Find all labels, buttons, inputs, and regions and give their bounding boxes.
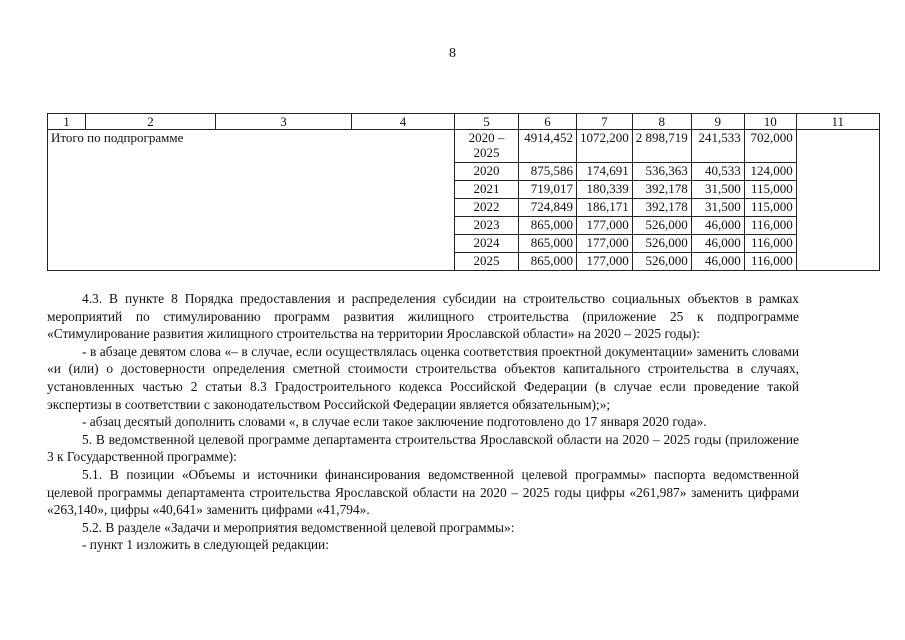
table-row <box>48 130 880 163</box>
table-cell: 177,000 <box>577 235 633 253</box>
empty-cell <box>796 130 879 271</box>
document-body <box>47 290 799 554</box>
year-cell: 2023 <box>455 217 519 235</box>
year-cell: 2021 <box>455 181 519 199</box>
paragraph-amendment-ninth: - в абзаце девятом слова «– в случае, если осуществлялась оценка соответствия проектной документации» заменить словами «и (или) о достоверности определения сметной стоимости строительства объектов капитального строительства в случаях, установленных частью 2 статьи 8.3 Градостроительного кодекса Российской Федерации (в случае если проведение такой экспертизы в соответствии с законодательством Российской Федерации является обязательным);»; <box>47 343 799 412</box>
table-cell: 40,533 <box>691 163 744 181</box>
page-number: 8 <box>449 46 456 61</box>
table-cell: 875,586 <box>519 163 577 181</box>
year-cell: 2025 <box>455 253 519 271</box>
table-cell: 719,017 <box>519 181 577 199</box>
table-cell: 46,000 <box>691 217 744 235</box>
table-cell: 177,000 <box>577 217 633 235</box>
column-header: 5 <box>455 114 519 130</box>
column-header: 2 <box>86 114 216 130</box>
table-cell: 116,000 <box>744 253 796 271</box>
table-cell: 1072,200 <box>577 130 633 163</box>
paragraph-5-1: 5.1. В позиции «Объемы и источники финансирования ведомственной целевой программы» паспорта ведомственной целевой программы департамента строительства Ярославской области на 2020 – 2025 годы цифры «261,987» заменить цифрами «263,140», цифры «40,641» заменить цифрами «41,794». <box>47 466 799 518</box>
column-header: 4 <box>352 114 455 130</box>
table-cell: 124,000 <box>744 163 796 181</box>
paragraph-point-1: - пункт 1 изложить в следующей редакции: <box>82 537 329 553</box>
table-cell: 526,000 <box>632 253 691 271</box>
column-header: 8 <box>632 114 691 130</box>
table-cell: 865,000 <box>519 217 577 235</box>
table-cell: 2 898,719 <box>632 130 691 163</box>
column-header: 7 <box>577 114 633 130</box>
paragraph-amendment-tenth: - абзац десятый дополнить словами «, в случае если такое заключение подготовлено до 17 января 2020 года». <box>82 414 707 430</box>
year-cell: 2020 – 2025 <box>455 130 519 163</box>
table-cell: 241,533 <box>691 130 744 163</box>
table-cell: 865,000 <box>519 253 577 271</box>
column-header: 1 <box>48 114 86 130</box>
table-cell: 116,000 <box>744 235 796 253</box>
table-cell: 536,363 <box>632 163 691 181</box>
table-header-row <box>48 114 880 130</box>
paragraph-5: 5. В ведомственной целевой программе департамента строительства Ярославской области на 2020 – 2025 годы (приложение 3 к Государственной программе): <box>47 431 799 465</box>
table-cell: 46,000 <box>691 235 744 253</box>
table-cell: 115,000 <box>744 199 796 217</box>
subprogram-totals-table <box>47 113 880 271</box>
table-cell: 46,000 <box>691 253 744 271</box>
column-header: 11 <box>796 114 879 130</box>
table-cell: 180,339 <box>577 181 633 199</box>
table-cell: 177,000 <box>577 253 633 271</box>
table-cell: 392,178 <box>632 181 691 199</box>
table-cell: 115,000 <box>744 181 796 199</box>
paragraph-4-3: 4.3. В пункте 8 Порядка предоставления и распределения субсидии на строительство социальных объектов в рамках мероприятий по стимулированию программ развития жилищного строительства (приложение 25 к подпрограмме «Стимулирование развития жилищного строительства на территории Ярославской области» на 2020 – 2025 годы): <box>47 291 799 342</box>
year-cell: 2020 <box>455 163 519 181</box>
table-cell: 526,000 <box>632 235 691 253</box>
year-cell: 2024 <box>455 235 519 253</box>
table-cell: 174,691 <box>577 163 633 181</box>
table-cell: 865,000 <box>519 235 577 253</box>
table-cell: 31,500 <box>691 181 744 199</box>
subprogram-total-label: Итого по подпрограмме <box>48 130 455 271</box>
column-header: 10 <box>744 114 796 130</box>
column-header: 6 <box>519 114 577 130</box>
table-cell: 392,178 <box>632 199 691 217</box>
column-header: 9 <box>691 114 744 130</box>
table-cell: 724,849 <box>519 199 577 217</box>
table-cell: 116,000 <box>744 217 796 235</box>
table-cell: 4914,452 <box>519 130 577 163</box>
table-cell: 526,000 <box>632 217 691 235</box>
column-header: 3 <box>216 114 352 130</box>
table-cell: 702,000 <box>744 130 796 163</box>
table-cell: 31,500 <box>691 199 744 217</box>
year-cell: 2022 <box>455 199 519 217</box>
paragraph-5-2: 5.2. В разделе «Задачи и мероприятия ведомственной целевой программы»: <box>82 519 515 535</box>
table-cell: 186,171 <box>577 199 633 217</box>
